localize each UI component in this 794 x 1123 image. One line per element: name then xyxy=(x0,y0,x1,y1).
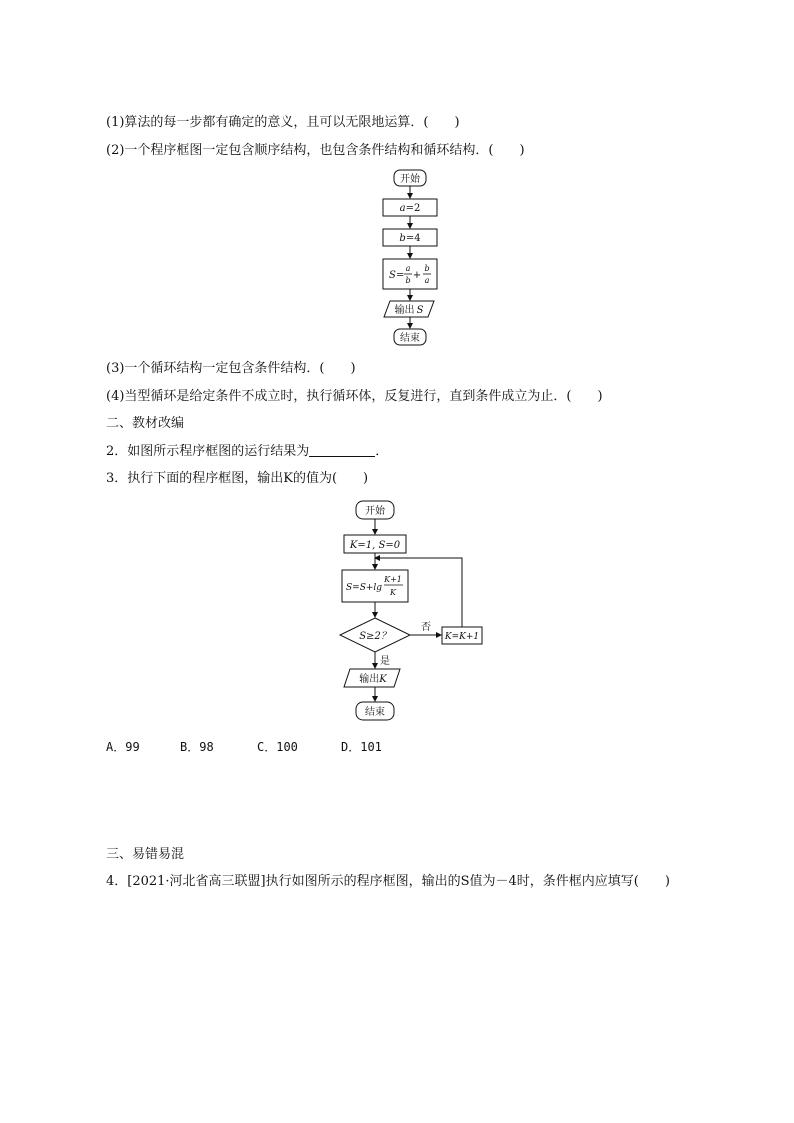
question-1-3: (3)一个循环结构一定包含条件结构．( ) xyxy=(106,361,356,376)
question-3: 3．执行下面的程序框图，输出K的值为( ) xyxy=(106,471,369,486)
question-1-4: (4)当型循环是给定条件不成立时，执行循环体，反复进行，直到条件成立为止．( ) xyxy=(106,389,603,404)
b-variable: b xyxy=(399,233,406,244)
fraction1-denominator: b xyxy=(405,276,411,285)
output-label-2: 输出 xyxy=(359,674,380,685)
a-variable: a xyxy=(399,203,406,214)
start-label: 开始 xyxy=(400,174,420,185)
output-variable-2: K xyxy=(379,674,387,685)
output-variable: S xyxy=(416,305,424,316)
update-denominator: K xyxy=(390,588,396,597)
start-label-2: 开始 xyxy=(365,506,385,517)
end-label: 结束 xyxy=(400,333,420,344)
fraction2-numerator: b xyxy=(424,264,430,273)
increment-label: K=K+1 xyxy=(444,632,480,642)
section-heading-2: 二、教材改编 xyxy=(106,416,185,431)
svg-text:b=4 xyxy=(399,233,420,244)
choice-d: D．101 xyxy=(341,740,382,754)
svg-text:输出K xyxy=(359,672,387,685)
b-value: =4 xyxy=(405,233,421,244)
svg-text:输出S xyxy=(395,303,424,316)
question-2-text: 2．如图所示程序框图的运行结果为 xyxy=(106,444,310,459)
fraction1-numerator: a xyxy=(405,264,411,273)
svg-text:a=2 xyxy=(400,203,421,214)
update-prefix: S=S+lg xyxy=(346,583,383,593)
a-value: =2 xyxy=(405,203,421,214)
question-1-1: (1)算法的每一步都有确定的意义，且可以无限地运算．( ) xyxy=(106,115,460,130)
question-1-2: (2)一个程序框图一定包含顺序结构，也包含条件结构和循环结构．( ) xyxy=(106,143,525,158)
output-label: 输出 xyxy=(394,305,415,316)
update-numerator: K+1 xyxy=(384,575,402,584)
plus-sign: + xyxy=(412,270,422,281)
no-label: 否 xyxy=(421,622,431,633)
flowchart-2 xyxy=(330,496,500,728)
choice-b: B．98 xyxy=(180,740,214,754)
s-equals: = xyxy=(396,270,405,281)
fraction2-denominator: a xyxy=(424,276,430,285)
yes-label: 是 xyxy=(380,656,390,667)
question-4: 4．[2021·河北省高三联盟]执行如图所示的程序框图，输出的S值为－4时，条件框内应填写( ) xyxy=(106,874,670,889)
end-label-2: 结束 xyxy=(365,707,385,718)
answer-blank xyxy=(309,444,375,457)
choice-a: A．99 xyxy=(106,740,140,754)
choice-c: C．100 xyxy=(257,740,298,754)
flowchart-1 xyxy=(370,166,450,351)
section-heading-3: 三、易错易混 xyxy=(106,847,185,862)
question-2-end: ． xyxy=(375,444,389,459)
init-label: K=1, S=0 xyxy=(349,540,401,551)
s-variable: S xyxy=(389,270,396,281)
question-2 xyxy=(106,443,388,461)
condition-label: S≥2？ xyxy=(359,631,391,642)
